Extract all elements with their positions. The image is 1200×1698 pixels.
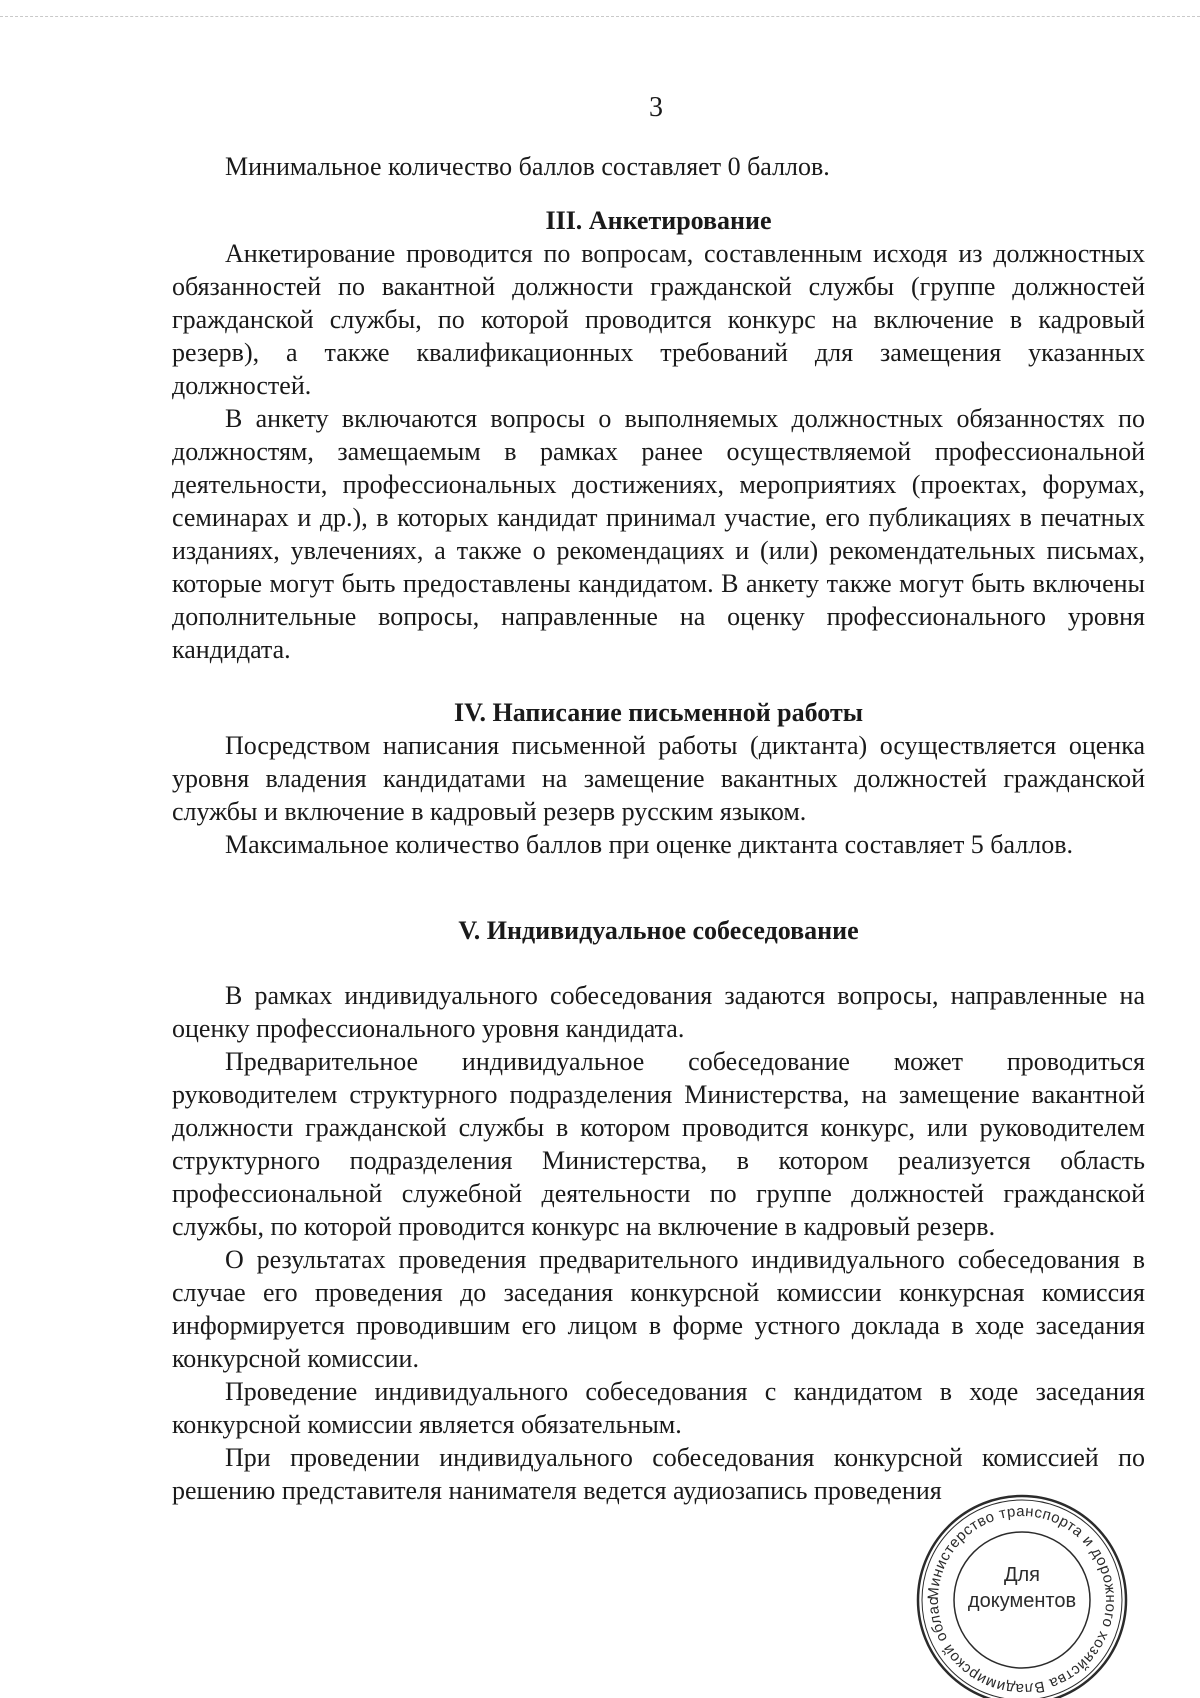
stamp-center-line-2: документов bbox=[967, 1590, 1077, 1612]
scan-edge-line bbox=[0, 16, 1200, 17]
stamp-center-line-1: Для bbox=[1003, 1564, 1041, 1586]
paragraph: В рамках индивидуального собеседования задаются вопросы, направленные на оценку профессионального уровня кандидата. bbox=[172, 981, 1145, 1043]
page-number: 3 bbox=[649, 92, 663, 123]
paragraph: При проведении индивидуального собеседования конкурсной комиссией по решению представителя нанимателя ведется аудиозапись проведения bbox=[172, 1443, 1145, 1505]
paragraph: Анкетирование проводится по вопросам, составленным исходя из должностных обязанностей по вакантной должности гражданской службы (группе должностей гражданской службы, по которой проводится конкурс на включение в кадровый резерв), а также квалификационных требований для замещения указанных должностей. bbox=[172, 239, 1145, 400]
official-stamp bbox=[912, 1490, 1132, 1698]
paragraph: Минимальное количество баллов составляет 0 баллов. bbox=[225, 152, 830, 181]
document-body bbox=[172, 150, 1145, 1507]
stamp-center-text bbox=[912, 1562, 1132, 1614]
paragraph: Максимальное количество баллов при оценке диктанта составляет 5 баллов. bbox=[225, 830, 1074, 859]
paragraph: Предварительное индивидуальное собеседование может проводиться руководителем структурного подразделения Министерства, на замещение вакантной должности гражданской службы в котором проводится конкурс, или руководителем структурного подразделения Министерства, в котором реализуется область профессиональной служебной деятельности по группе должностей гражданской службы, по которой проводится конкурс на включение в кадровый резерв. bbox=[172, 1047, 1145, 1241]
section-heading: III. Анкетирование bbox=[545, 206, 772, 235]
paragraph: В анкету включаются вопросы о выполняемых должностных обязанностях по должностям, замещаемым в рамках ранее осуществляемой профессиональной деятельности, профессиональных достижениях, мероприятиях (проектах, форумах, семинарах и др.), в которых кандидат принимал участие, его публикациях в печатных изданиях, увлечениях, а также о рекомендациях и (или) рекомендательных письмах, которые могут быть предоставлены кандидатом. В анкету также могут быть включены дополнительные вопросы, направленные на оценку профессионального уровня кандидата. bbox=[172, 404, 1145, 664]
section-heading: IV. Написание письменной работы bbox=[453, 698, 864, 727]
stamp-ring-text: Министерство транспорта и дорожного хозяйства Владимирской облас bbox=[924, 1502, 1120, 1698]
paragraph: Посредством написания письменной работы (диктанта) осуществляется оценка уровня владения кандидатами на замещение вакантных должностей гражданской службы и включение в кадровый резерв русским языком. bbox=[172, 731, 1145, 826]
paragraph: Проведение индивидуального собеседования с кандидатом в ходе заседания конкурсной комиссии является обязательным. bbox=[172, 1377, 1145, 1439]
paragraph: О результатах проведения предварительного индивидуального собеседования в случае его проведения до заседания конкурсной комиссии конкурсная комиссия информируется проводившим его лицом в форме устного доклада в ходе заседания конкурсной комиссии. bbox=[172, 1245, 1145, 1373]
section-heading: V. Индивидуальное собеседование bbox=[458, 916, 859, 945]
